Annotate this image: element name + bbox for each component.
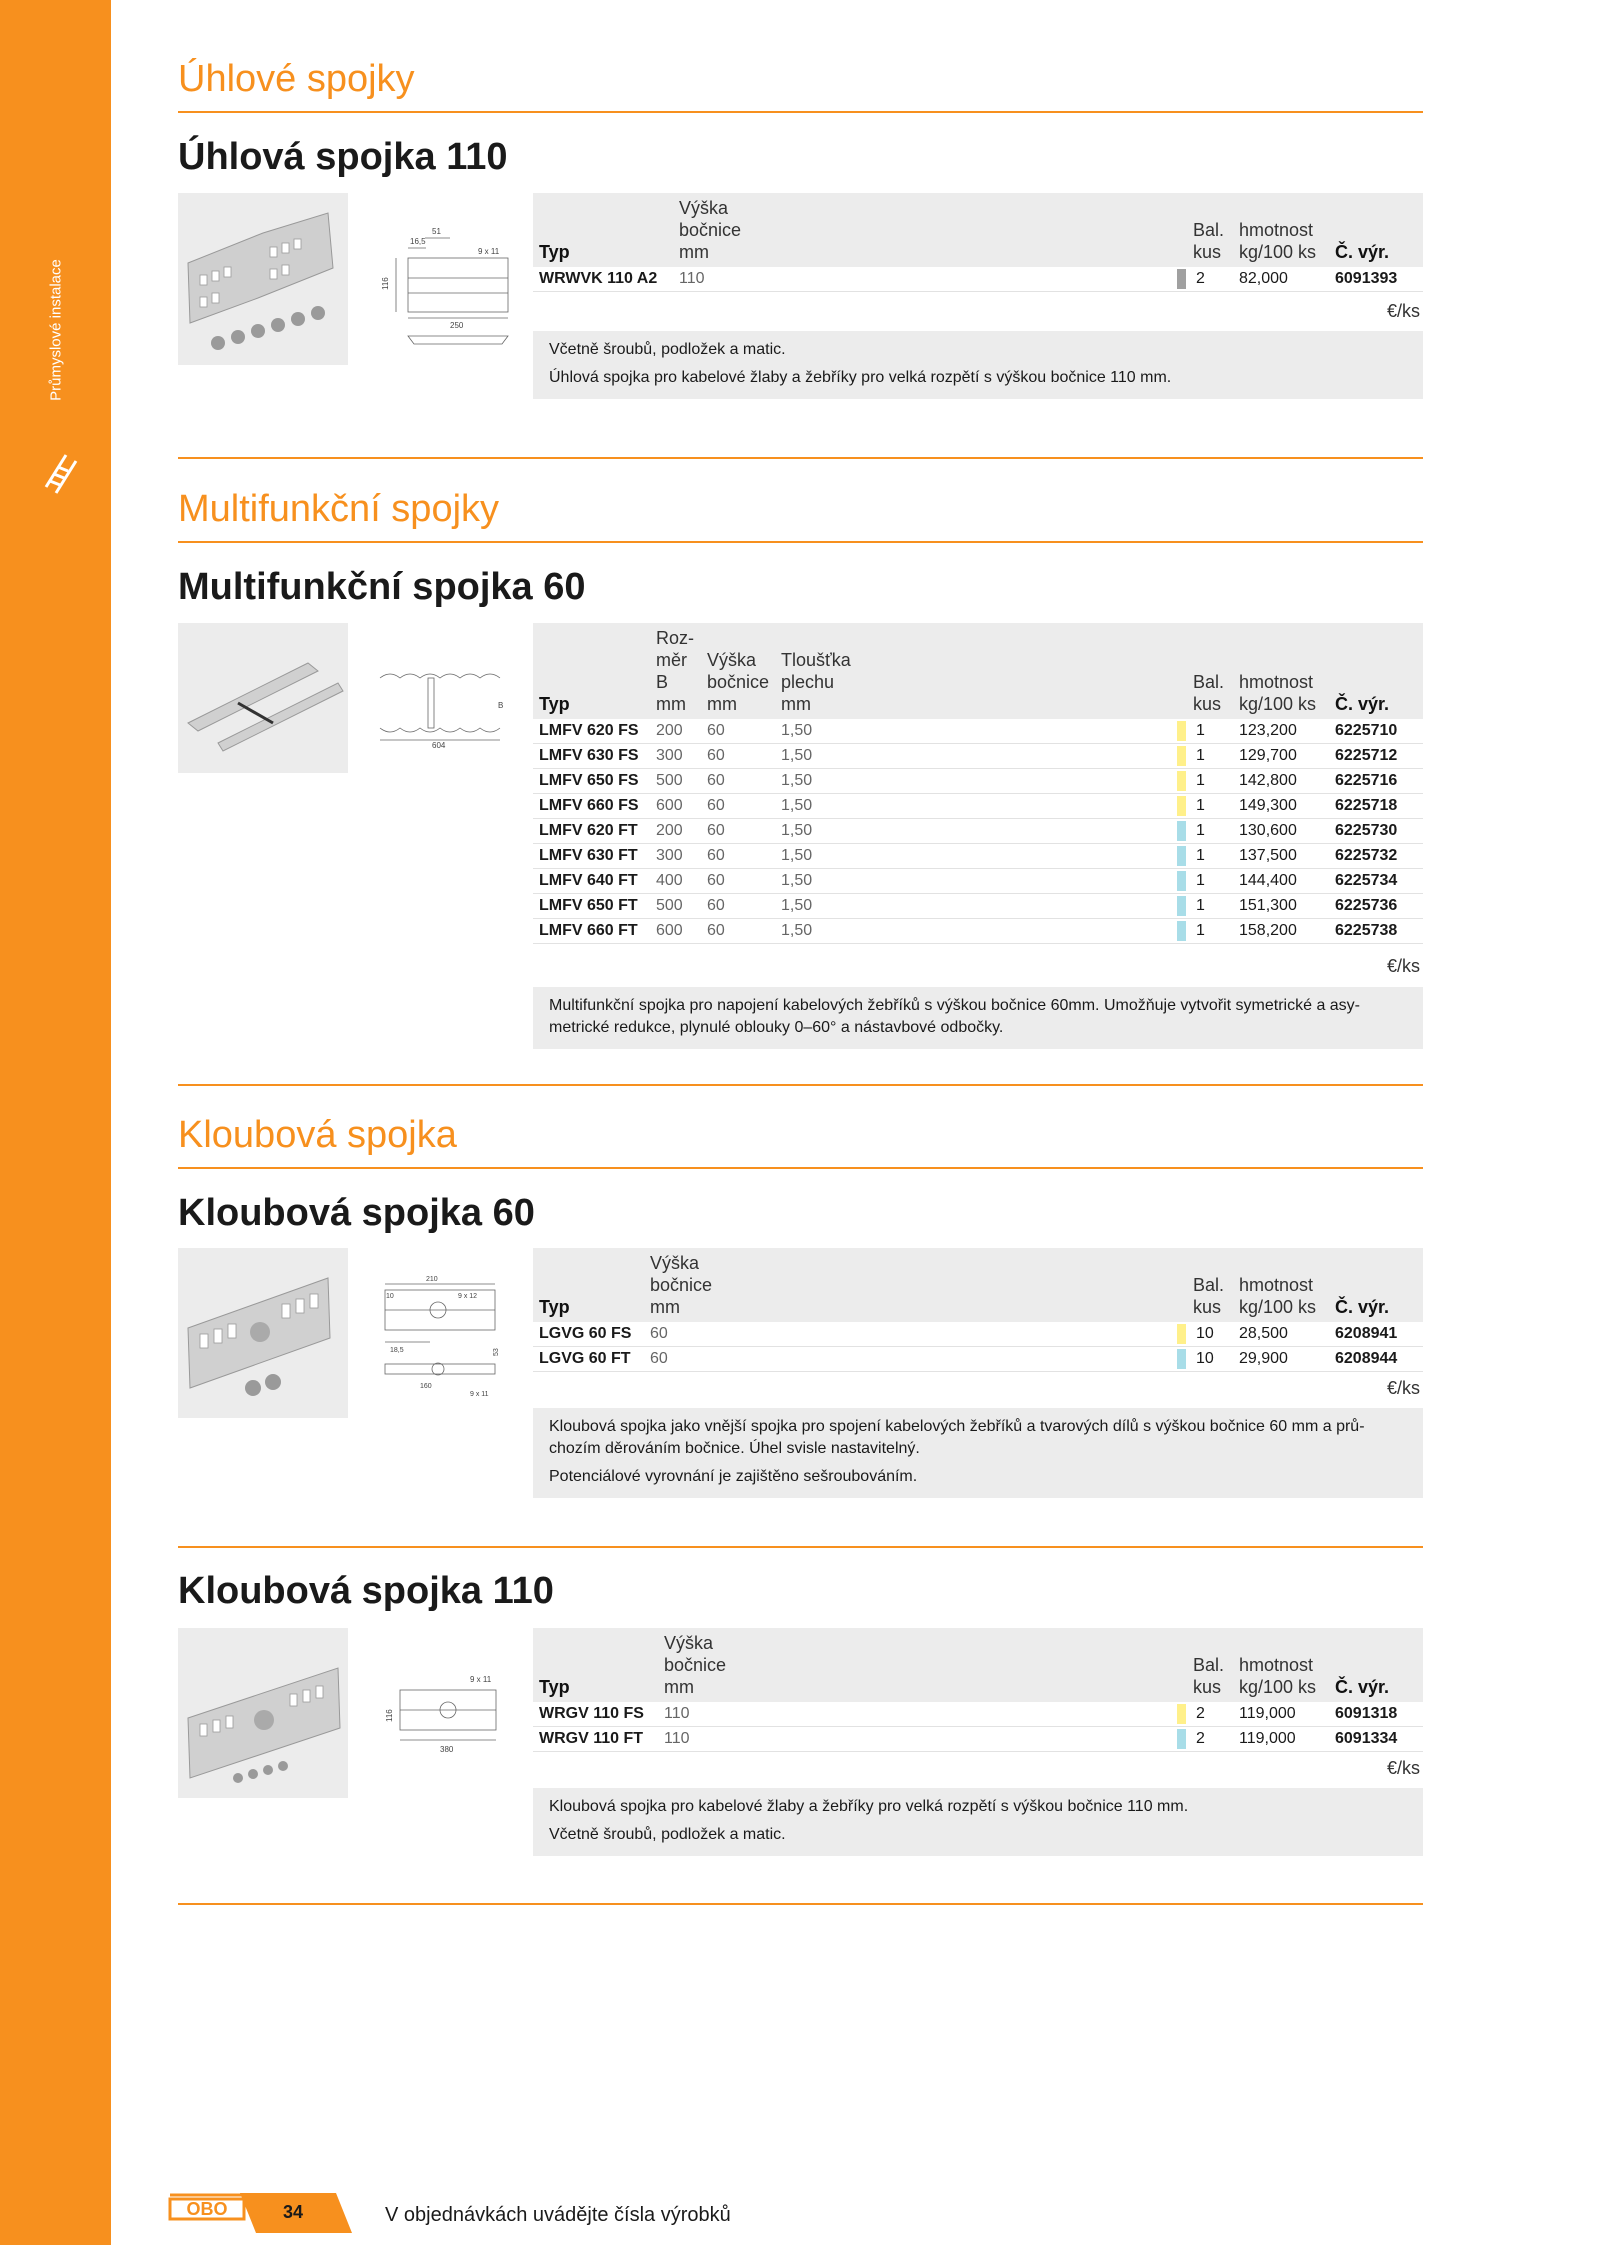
table-cell: 1 <box>1196 722 1205 739</box>
table-cell: 10 <box>1196 1350 1214 1367</box>
note-line: Úhlová spojka pro kabelové žlaby a žebříky pro velká rozpětí s výškou bočnice 110 mm. <box>549 369 1172 386</box>
col-hmotnost: hmotnost <box>1239 220 1314 240</box>
table-cell: 6225718 <box>1335 797 1398 814</box>
row-marker <box>1177 1324 1186 1344</box>
note-line: Multifunkční spojka pro napojení kabelových žebříků s výškou bočnice 60mm. Umožňuje vytvořit symetrické a asy- <box>549 997 1361 1014</box>
table-cell: 200 <box>656 722 683 739</box>
product-note <box>533 1788 1423 1856</box>
product-title: Multifunkční spojka 60 <box>178 566 586 608</box>
table-cell: 6225712 <box>1335 747 1398 764</box>
product-table <box>533 1628 1423 1778</box>
table-cell: 142,800 <box>1239 772 1297 789</box>
table-cell: LMFV 660 FT <box>539 922 638 939</box>
row-marker <box>1177 1349 1186 1369</box>
col-tloustka: Tloušťka <box>781 650 851 670</box>
table-cell: LMFV 650 FS <box>539 772 639 789</box>
table-row <box>533 769 1423 794</box>
product-note <box>533 331 1423 399</box>
col-cislo: Č. výr. <box>1335 1297 1390 1317</box>
row-marker <box>1177 871 1186 891</box>
dim-label: 18,5 <box>390 1347 404 1354</box>
product-title: Kloubová spojka 110 <box>178 1570 554 1612</box>
table-cell: 1,50 <box>781 797 813 814</box>
side-bar <box>0 0 111 2245</box>
table-cell: 1,50 <box>781 872 813 889</box>
table-cell: 1 <box>1196 772 1205 789</box>
price-unit: €/ks <box>1386 1378 1420 1398</box>
col-vyska: Výška <box>679 198 729 218</box>
col-bal: kus <box>1193 1677 1222 1697</box>
table-cell: 1,50 <box>781 722 813 739</box>
table-row <box>533 919 1423 944</box>
category-title: Multifunkční spojky <box>178 488 500 530</box>
col-rozmer: Roz- <box>656 628 695 648</box>
note-line: metrické redukce, plynulé oblouky 0–60° a nástavbové odbočky. <box>549 1019 1004 1036</box>
col-vyska: mm <box>679 242 709 262</box>
dim-label: 9 x 11 <box>478 247 500 256</box>
note-line: chozím děrováním bočnice. Úhel svisle nastavitelný. <box>549 1440 920 1457</box>
cell-vyska: 110 <box>679 270 705 287</box>
table-cell: 60 <box>707 797 725 814</box>
col-typ: Typ <box>539 1297 570 1317</box>
table-cell: LMFV 650 FT <box>539 897 638 914</box>
row-marker <box>1177 846 1186 866</box>
table-cell: 1 <box>1196 872 1205 889</box>
technical-drawing <box>370 1272 510 1402</box>
col-vyska: bočnice <box>707 672 770 692</box>
row-marker <box>1177 269 1186 289</box>
table-cell: WRGV 110 FT <box>539 1730 644 1747</box>
product-photo <box>178 193 348 365</box>
table-cell: 60 <box>707 847 725 864</box>
row-marker <box>1177 821 1186 841</box>
table-cell: LMFV 620 FT <box>539 822 638 839</box>
table-cell: 6225710 <box>1335 722 1398 739</box>
table-cell: 123,200 <box>1239 722 1297 739</box>
note-line: Potenciálové vyrovnání je zajištěno sešroubováním. <box>549 1468 918 1485</box>
table-cell: LGVG 60 FS <box>539 1325 632 1342</box>
dim-label: 604 <box>432 741 446 748</box>
row-marker <box>1177 921 1186 941</box>
product-title: Kloubová spojka 60 <box>178 1192 535 1234</box>
table-cell: 60 <box>707 897 725 914</box>
dim-label: 16,5 <box>410 237 426 246</box>
table-row <box>533 794 1423 819</box>
product-photo <box>178 623 348 773</box>
table-cell: 1 <box>1196 897 1205 914</box>
row-marker <box>1177 896 1186 916</box>
col-vyska: Výška <box>664 1633 714 1653</box>
note-line: Včetně šroubů, podložek a matic. <box>549 341 786 358</box>
divider <box>178 1084 1423 1086</box>
col-bal: Bal. <box>1193 220 1225 240</box>
table-cell: 300 <box>656 747 683 764</box>
table-cell: 149,300 <box>1239 797 1297 814</box>
dim-label: B <box>498 701 504 710</box>
col-hmotnost: kg/100 ks <box>1239 1297 1317 1317</box>
table-cell: 1,50 <box>781 847 813 864</box>
row-marker <box>1177 1704 1186 1724</box>
table-cell: 60 <box>707 722 725 739</box>
col-bal: Bal. <box>1193 1275 1225 1295</box>
table-cell: 6225734 <box>1335 872 1398 889</box>
dim-label: 250 <box>450 321 464 330</box>
table-cell: LMFV 640 FT <box>539 872 638 889</box>
table-cell: 6091318 <box>1335 1705 1398 1722</box>
product-title: Úhlová spojka 110 <box>178 136 508 178</box>
row-marker <box>1177 796 1186 816</box>
table-row <box>533 744 1423 769</box>
table-cell: 1,50 <box>781 772 813 789</box>
table-header <box>533 1628 1423 1702</box>
dim-label: 116 <box>385 1709 394 1722</box>
divider <box>178 1546 1423 1548</box>
table-cell: 119,000 <box>1239 1730 1296 1747</box>
price-unit: €/ks <box>1386 1758 1420 1778</box>
col-bal: kus <box>1193 1297 1222 1317</box>
table-cell: 151,300 <box>1239 897 1297 914</box>
col-bal: Bal. <box>1193 672 1225 692</box>
table-cell: 6208944 <box>1335 1350 1398 1367</box>
row-marker <box>1177 1729 1186 1749</box>
table-cell: 600 <box>656 797 683 814</box>
table-cell: 110 <box>664 1730 690 1747</box>
table-cell: 110 <box>664 1705 690 1722</box>
table-cell: 6225716 <box>1335 772 1398 789</box>
table-cell: 1 <box>1196 747 1205 764</box>
table-cell: 1,50 <box>781 747 813 764</box>
col-rozmer: měr <box>656 650 687 670</box>
table-row <box>533 1727 1423 1752</box>
col-rozmer: B <box>656 672 669 692</box>
row-marker <box>1177 721 1186 741</box>
table-cell: 6091334 <box>1335 1730 1398 1747</box>
page-number: 34 <box>283 2202 304 2222</box>
col-hmotnost: kg/100 ks <box>1239 242 1317 262</box>
obo-logo <box>168 2193 246 2223</box>
table-cell: 6208941 <box>1335 1325 1398 1342</box>
table-cell: 129,700 <box>1239 747 1297 764</box>
product-table <box>533 193 1423 321</box>
col-hmotnost: hmotnost <box>1239 1655 1314 1675</box>
dim-label: 53 <box>493 1348 500 1356</box>
table-cell: 6225732 <box>1335 847 1398 864</box>
table-cell: 60 <box>650 1350 668 1367</box>
table-cell: 1 <box>1196 847 1205 864</box>
product-note <box>533 987 1423 1049</box>
dim-label: 160 <box>420 1383 432 1390</box>
table-cell: 60 <box>650 1325 668 1342</box>
table-body <box>533 1702 1423 1752</box>
technical-drawing <box>370 1670 510 1760</box>
price-unit: €/ks <box>1386 956 1420 976</box>
table-cell: 1,50 <box>781 922 813 939</box>
table-cell: 500 <box>656 772 683 789</box>
table-row <box>533 1702 1423 1727</box>
col-bal: Bal. <box>1193 1655 1225 1675</box>
table-cell: 600 <box>656 922 683 939</box>
col-cislo: Č. výr. <box>1335 1677 1390 1697</box>
product-photo <box>178 1628 348 1798</box>
table-cell: 1,50 <box>781 822 813 839</box>
dim-label: 116 <box>381 277 390 290</box>
table-cell: 1 <box>1196 797 1205 814</box>
table-cell: 137,500 <box>1239 847 1297 864</box>
footer-text: V objednávkách uvádějte čísla výrobků <box>385 2204 731 2226</box>
col-bal: kus <box>1193 694 1222 714</box>
cell-cislo: 6091393 <box>1335 270 1398 287</box>
table-header <box>533 193 1423 267</box>
table-cell: 29,900 <box>1239 1350 1288 1367</box>
divider <box>178 1167 1423 1169</box>
table-cell: 144,400 <box>1239 872 1297 889</box>
table-cell: 300 <box>656 847 683 864</box>
note-line: Kloubová spojka pro kabelové žlaby a žebříky pro velká rozpětí s výškou bočnice 110 mm. <box>549 1798 1189 1815</box>
cell-typ: WRWVK 110 A2 <box>539 270 658 287</box>
table-cell: 2 <box>1196 1730 1205 1747</box>
sidebar-label: Průmyslové instalace <box>47 259 65 401</box>
table-cell: LMFV 620 FS <box>539 722 639 739</box>
table-row <box>533 869 1423 894</box>
col-vyska: bočnice <box>650 1275 713 1295</box>
table-cell: 130,600 <box>1239 822 1297 839</box>
divider <box>178 1903 1423 1905</box>
note-line: Kloubová spojka jako vnější spojka pro spojení kabelových žebříků a tvarových dílů s výškou bočnice 60 mm a prů- <box>549 1418 1365 1435</box>
table-header <box>533 1248 1423 1322</box>
col-vyska: bočnice <box>664 1655 727 1675</box>
col-vyska: Výška <box>650 1253 700 1273</box>
table-row <box>533 267 1423 292</box>
col-cislo: Č. výr. <box>1335 242 1390 262</box>
table-cell: WRGV 110 FS <box>539 1705 644 1722</box>
technical-drawing <box>370 668 510 748</box>
table-cell: 1 <box>1196 822 1205 839</box>
dim-label: 51 <box>432 227 441 236</box>
table-cell: 200 <box>656 822 683 839</box>
table-cell: 10 <box>1196 1325 1214 1342</box>
divider <box>178 111 1423 113</box>
col-tloustka: plechu <box>781 672 835 692</box>
cell-bal: 2 <box>1196 270 1205 287</box>
table-cell: 60 <box>707 772 725 789</box>
table-cell: 400 <box>656 872 683 889</box>
table-cell: 119,000 <box>1239 1705 1296 1722</box>
table-cell: 2 <box>1196 1705 1205 1722</box>
table-cell: 60 <box>707 872 725 889</box>
col-tloustka: mm <box>781 694 811 714</box>
col-vyska: mm <box>707 694 737 714</box>
product-photo <box>178 1248 348 1418</box>
price-unit: €/ks <box>1386 301 1420 321</box>
table-cell: 1 <box>1196 922 1205 939</box>
product-table <box>533 623 1423 976</box>
table-cell: LMFV 630 FT <box>539 847 638 864</box>
table-cell: LMFV 660 FS <box>539 797 639 814</box>
table-cell: 500 <box>656 897 683 914</box>
row-marker <box>1177 771 1186 791</box>
dim-label: 9 x 11 <box>470 1675 492 1684</box>
col-rozmer: mm <box>656 694 686 714</box>
col-vyska: mm <box>664 1677 694 1697</box>
table-cell: LMFV 630 FS <box>539 747 639 764</box>
col-typ: Typ <box>539 1677 570 1697</box>
dim-label: 380 <box>440 1745 454 1754</box>
table-row <box>533 719 1423 744</box>
table-row <box>533 819 1423 844</box>
col-vyska: Výška <box>707 650 757 670</box>
col-vyska: mm <box>650 1297 680 1317</box>
table-cell: 60 <box>707 922 725 939</box>
col-typ: Typ <box>539 694 570 714</box>
table-cell: 28,500 <box>1239 1325 1288 1342</box>
table-row <box>533 1322 1423 1347</box>
table-cell: 1,50 <box>781 897 813 914</box>
table-cell: 6225736 <box>1335 897 1398 914</box>
cell-hmotnost: 82,000 <box>1239 270 1288 287</box>
table-cell: 6225730 <box>1335 822 1398 839</box>
dim-label: 9 x 11 <box>470 1391 489 1398</box>
table-row <box>533 1347 1423 1372</box>
col-hmotnost: hmotnost <box>1239 1275 1314 1295</box>
col-hmotnost: hmotnost <box>1239 672 1314 692</box>
col-cislo: Č. výr. <box>1335 694 1390 714</box>
ladder-icon <box>40 445 80 505</box>
col-hmotnost: kg/100 ks <box>1239 1677 1317 1697</box>
row-marker <box>1177 746 1186 766</box>
product-table <box>533 1248 1423 1398</box>
table-row <box>533 844 1423 869</box>
table-body <box>533 719 1423 944</box>
dim-label: 10 <box>386 1293 394 1300</box>
table-body <box>533 1322 1423 1372</box>
table-cell: 158,200 <box>1239 922 1297 939</box>
table-header <box>533 623 1423 719</box>
logo-text: OBO <box>186 2199 228 2219</box>
note-line: Včetně šroubů, podložek a matic. <box>549 1826 786 1843</box>
col-bal: kus <box>1193 242 1222 262</box>
table-cell: LGVG 60 FT <box>539 1350 631 1367</box>
table-cell: 6225738 <box>1335 922 1398 939</box>
table-cell: 60 <box>707 822 725 839</box>
col-vyska: bočnice <box>679 220 742 240</box>
product-note <box>533 1408 1423 1498</box>
dim-label: 210 <box>426 1276 438 1283</box>
dim-label: 9 x 12 <box>458 1293 478 1300</box>
divider <box>178 457 1423 459</box>
technical-drawing <box>370 218 520 358</box>
col-typ: Typ <box>539 242 570 262</box>
divider <box>178 541 1423 543</box>
col-hmotnost: kg/100 ks <box>1239 694 1317 714</box>
category-title: Kloubová spojka <box>178 1114 457 1156</box>
table-cell: 60 <box>707 747 725 764</box>
table-row <box>533 894 1423 919</box>
category-title: Úhlové spojky <box>178 58 415 100</box>
